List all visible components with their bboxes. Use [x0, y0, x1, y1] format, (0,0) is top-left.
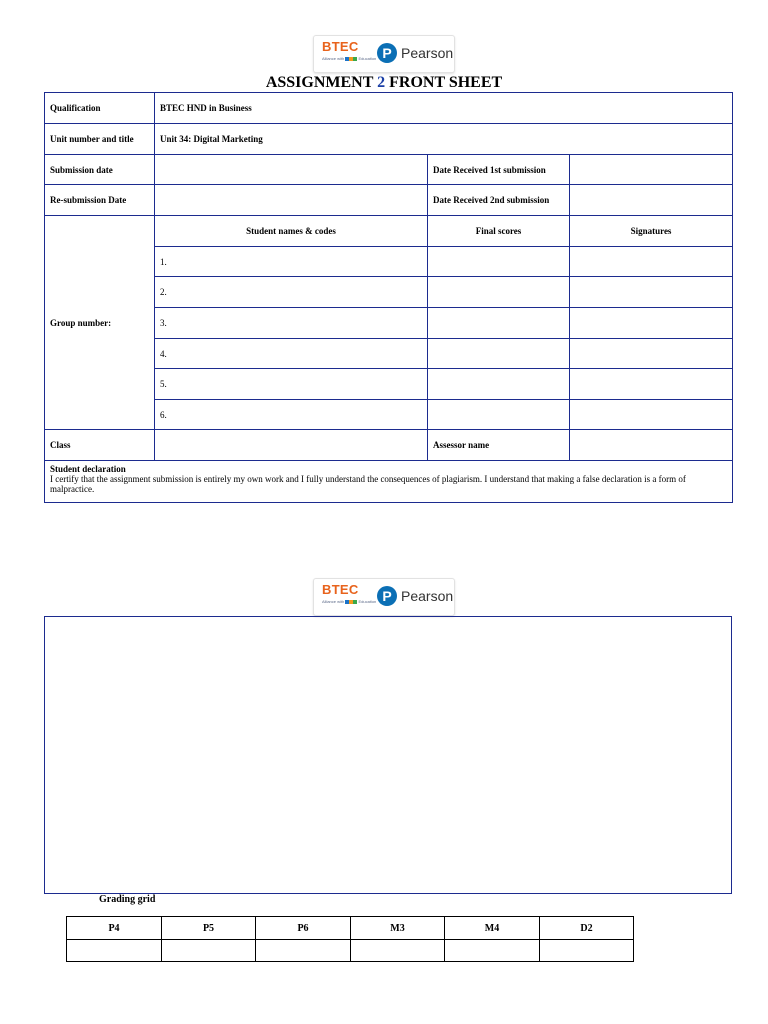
qualification-label: Qualification: [45, 93, 155, 124]
qualification-row: [45, 93, 733, 124]
qualification-value[interactable]: BTEC HND in Business: [155, 93, 733, 124]
resubmission-row: [45, 185, 733, 216]
declaration-text: I certify that the assignment submission is entirely my own work and I fully understand the consequences of plagiarism. I understand that making a false declaration is a form of malpractice.: [50, 474, 686, 494]
group-header-row: [45, 216, 733, 247]
signature-field[interactable]: [570, 369, 733, 400]
student-names-header: Student names & codes: [155, 216, 428, 247]
final-score-field[interactable]: [428, 247, 570, 277]
grade-header-p5: P5: [162, 917, 256, 940]
fpt-logo-icon: [345, 57, 357, 61]
fpt-logo-icon: [345, 600, 357, 604]
signature-field[interactable]: [570, 247, 733, 277]
student-name-field[interactable]: 3.: [155, 308, 428, 339]
grade-header-m3: M3: [351, 917, 445, 940]
signatures-header: Signatures: [570, 216, 733, 247]
student-declaration: [45, 461, 733, 503]
btec-logo: [322, 39, 377, 61]
assignment-number: 2: [377, 74, 386, 91]
grading-header-row: [67, 917, 634, 940]
student-name-field[interactable]: 6.: [155, 400, 428, 430]
grade-header-m4: M4: [445, 917, 540, 940]
btec-wordmark: BTEC: [322, 582, 359, 597]
class-field[interactable]: [155, 430, 428, 461]
class-label: Class: [45, 430, 155, 461]
signature-field[interactable]: [570, 277, 733, 308]
btec-tagline-text: Alliance with: [322, 56, 345, 61]
received-2nd-label: Date Received 2nd submission: [428, 185, 570, 216]
grade-header-p6: P6: [256, 917, 351, 940]
btec-tagline-text-2: Education: [358, 56, 377, 61]
grading-value-row: [67, 940, 634, 962]
declaration-title: Student declaration: [50, 464, 126, 474]
signature-field[interactable]: [570, 339, 733, 369]
assessor-name-field[interactable]: [570, 430, 733, 461]
grade-cell-m4[interactable]: [445, 940, 540, 962]
student-name-field[interactable]: 5.: [155, 369, 428, 400]
grade-cell-p6[interactable]: [256, 940, 351, 962]
submission-row: [45, 155, 733, 185]
submission-date-field[interactable]: [155, 155, 428, 185]
title-prefix: ASSIGNMENT: [265, 74, 378, 91]
grading-grid-table: [66, 916, 634, 962]
feedback-box[interactable]: [44, 616, 732, 894]
btec-tagline: [322, 599, 377, 604]
btec-logo: [322, 582, 377, 604]
unit-value[interactable]: Unit 34: Digital Marketing: [155, 124, 733, 155]
declaration-row: [45, 461, 733, 503]
final-score-field[interactable]: [428, 277, 570, 308]
final-score-field[interactable]: [428, 308, 570, 339]
page-title: [0, 73, 768, 93]
grade-header-d2: D2: [540, 917, 634, 940]
final-score-field[interactable]: [428, 369, 570, 400]
pearson-p-icon: P: [377, 586, 397, 606]
unit-label: Unit number and title: [45, 124, 155, 155]
title-suffix: FRONT SHEET: [385, 74, 503, 91]
received-2nd-field[interactable]: [570, 185, 733, 216]
received-1st-field[interactable]: [570, 155, 733, 185]
grade-cell-p5[interactable]: [162, 940, 256, 962]
student-name-field[interactable]: 4.: [155, 339, 428, 369]
group-number-label: Group number:: [45, 216, 155, 430]
signature-field[interactable]: [570, 308, 733, 339]
front-sheet-table: [44, 92, 733, 503]
grade-header-p4: P4: [67, 917, 162, 940]
btec-wordmark: BTEC: [322, 39, 359, 54]
signature-field[interactable]: [570, 400, 733, 430]
pearson-wordmark: Pearson: [401, 588, 454, 604]
received-1st-label: Date Received 1st submission: [428, 155, 570, 185]
resubmission-date-label: Re-submission Date: [45, 185, 155, 216]
grading-grid-label: Grading grid: [99, 894, 156, 905]
student-name-field[interactable]: 2.: [155, 277, 428, 308]
final-score-field[interactable]: [428, 339, 570, 369]
grade-cell-m3[interactable]: [351, 940, 445, 962]
pearson-p-icon: P: [377, 43, 397, 63]
grade-cell-p4[interactable]: [67, 940, 162, 962]
grade-cell-d2[interactable]: [540, 940, 634, 962]
btec-tagline: [322, 56, 377, 61]
btec-tagline-text-2: Education: [358, 599, 377, 604]
final-score-field[interactable]: [428, 400, 570, 430]
class-row: [45, 430, 733, 461]
pearson-wordmark: Pearson: [401, 45, 454, 61]
assessor-name-label: Assessor name: [428, 430, 570, 461]
submission-date-label: Submission date: [45, 155, 155, 185]
final-scores-header: Final scores: [428, 216, 570, 247]
btec-tagline-text: Alliance with: [322, 599, 345, 604]
resubmission-date-field[interactable]: [155, 185, 428, 216]
unit-row: [45, 124, 733, 155]
student-name-field[interactable]: 1.: [155, 247, 428, 277]
btec-pearson-logo: [313, 35, 455, 73]
btec-pearson-logo: [313, 578, 455, 616]
